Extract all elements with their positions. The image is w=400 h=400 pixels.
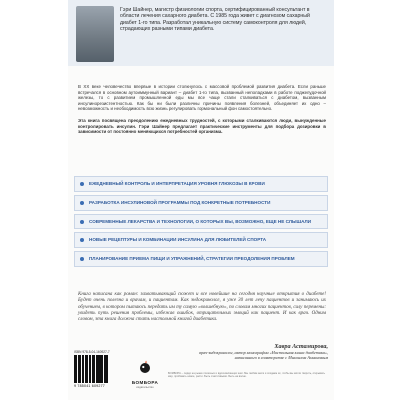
feature-item: РАЗРАБОТКА ИНСУЛИНОВОЙ ПРОГРАММЫ ПОД КОНКРЕТНЫЕ ПОТРЕБНОСТИ xyxy=(74,195,328,211)
bullet-icon xyxy=(80,257,84,261)
publisher-legal-text: БОМБОРА – лидер на рынке полезных и вдохновляющих книг. Мы любим книги и создаем их, чтобы вы могли творить, открывать мир, пробовать новое, расти. Быть счастливыми. Быть на волне. xyxy=(168,372,325,379)
barcode-bar xyxy=(107,355,108,383)
feature-item: НОВЫЕ РЕЦЕПТУРЫ И КОМБИНАЦИИ ИНСУЛИНА ДЛЯ ЛЮБИТЕЛЕЙ СПОРТА xyxy=(74,232,328,248)
description-paragraph-1: В XX веке человечество впервые в истории столкнулось с массовой проблемой развития диабета. Если раньше встречался в основном аутоиммунный вариант – диабет 1-го типа, вызванный неполадками в работе поджелудочной железы, то с развитием промышленной еды мы все чаще стали сталкиваться с диабетом, вызванным инсулинорезистентностью. Как бы ни были различны причины появления болезней, объединяет их одно – невозможность и необходимость всю жизнь регулировать гормональный фон самостоятельно. xyxy=(78,84,326,112)
barcode xyxy=(74,350,118,394)
reviewer-description: врач-эндокринолог, автор монографии «Настольная книга диабетика», написанного в соавторстве с Михаилом Ахмановым xyxy=(199,350,328,360)
reviewer-name: Хавра Астамирова, xyxy=(274,343,328,350)
author-bio: Гэри Шайнер, магистр физиологии спорта, сертифицированный консультант в области лечения сахарного диабета. С 1985 года живет с диагнозом сахарный диабет 1-го типа. Разработал уникальную систему самоконтроля для людей, страдающих разными типами диабета. xyxy=(120,7,310,33)
book-back-cover xyxy=(68,0,334,400)
publisher-subtitle: издательство xyxy=(136,385,154,389)
bombora-logo-icon xyxy=(138,360,152,374)
author-bio-box xyxy=(68,0,334,66)
bullet-icon xyxy=(80,201,84,205)
bullet-icon xyxy=(80,220,84,224)
feature-item: СОВРЕМЕННЫЕ ЛЕКАРСТВА И ТЕХНОЛОГИИ, О КОТОРЫХ ВЫ, ВОЗМОЖНО, ЕЩЕ НЕ СЛЫШАЛИ xyxy=(74,214,328,230)
feature-item: ПЛАНИРОВАНИЕ ПРИЕМА ПИЩИ И УПРАЖНЕНИЙ, СТРАТЕГИИ ПРЕОДОЛЕНИЯ ПРОБЛЕМ xyxy=(74,251,328,267)
isbn: ISBN 978-5-04-160927-7 xyxy=(74,350,110,354)
bullet-icon xyxy=(80,182,84,186)
author-photo xyxy=(76,6,114,62)
feature-item: ЕЖЕДНЕВНЫЙ КОНТРОЛЬ И ИНТЕРПРЕТАЦИЯ УРОВНЯ ГЛЮКОЗЫ В КРОВИ xyxy=(74,176,328,192)
publisher-logo xyxy=(126,360,164,389)
barcode-number: 9 785041 609277 xyxy=(74,384,105,388)
bullet-icon xyxy=(80,238,84,242)
review-quote: Книга написана как роман: захватывающий сюжет и все новейшие на сегодня научные открытия о диабете! Будет очень полезна и врачам, и пациентам. Как эндокринолог, я уже 30 лет лечу пациентов и занимаюсь их обучением, в котором пытаюсь передать им ту самую «волшебную», по словам многих пациентов, силу перемены: увидеть путь решения проблемы, избежав ошибок, отрицательных эмоций как пациент. И как врач. Одним словом, эта книга должна стать настольной книгой диабетика. xyxy=(78,292,326,323)
feature-list xyxy=(74,176,328,270)
review-signature xyxy=(198,343,328,360)
barcode-bars xyxy=(74,355,118,383)
description xyxy=(78,84,326,141)
publisher-name: БОМБОРА xyxy=(131,380,159,385)
description-paragraph-2: Эта книга посвящена преодолению ежедневных трудностей, с которыми сталкиваются люди, вынужденные контролировать инсулин. Гэри Шайнер предлагает практические инструменты для подбора дозировки в зависимости от постоянно меняющихся потребностей организма. xyxy=(78,117,326,135)
